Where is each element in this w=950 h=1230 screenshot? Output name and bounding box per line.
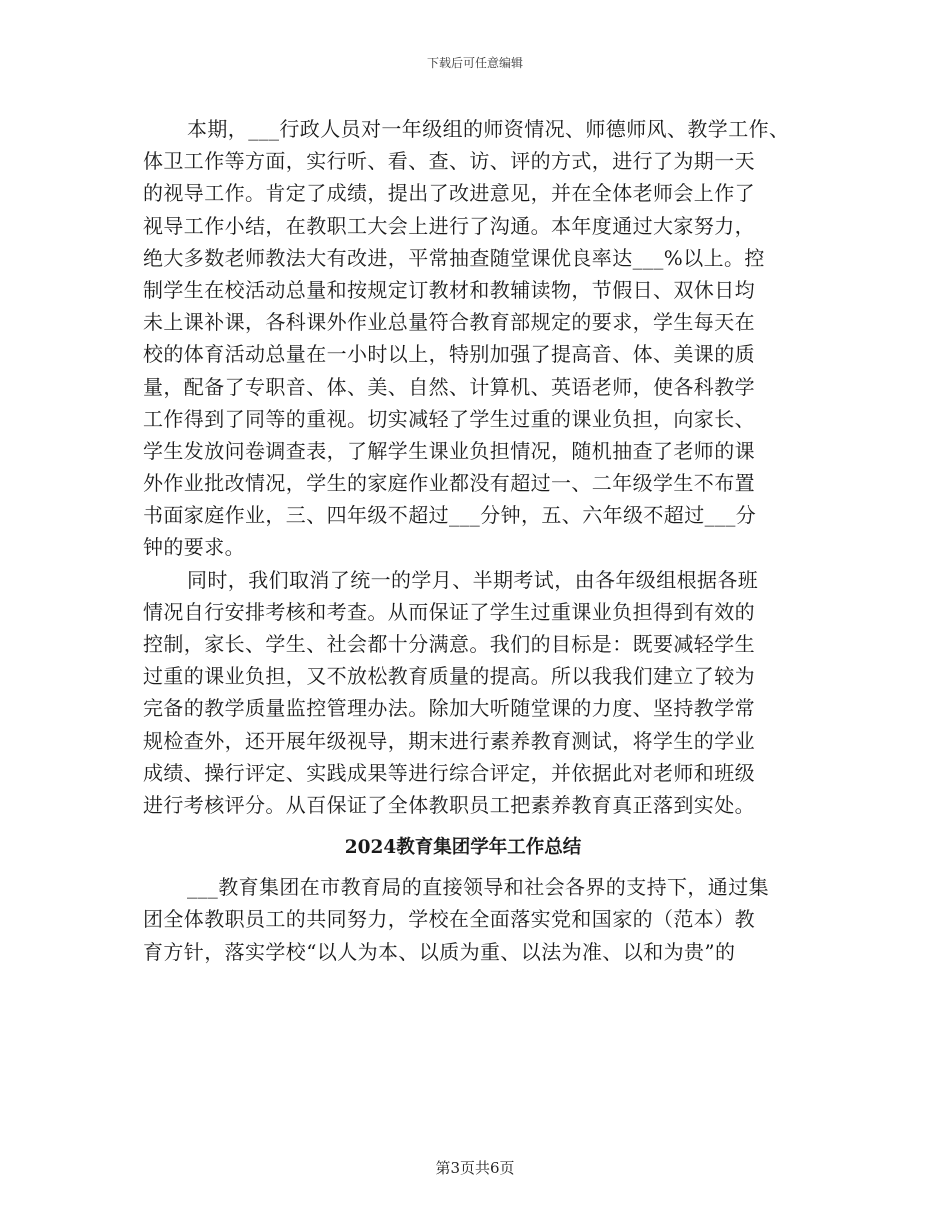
text-line: 制学生在校活动总量和按规定订教材和教辅读物，节假日、双休日均 bbox=[143, 277, 755, 302]
text-line: 规检查外，还开展年级视导，期末进行素养教育测试，将学生的学业 bbox=[143, 728, 755, 753]
text-line: 完备的教学质量监控管理办法。除加大听随堂课的力度、坚持教学常 bbox=[143, 696, 755, 721]
page-number-footer: 第3页共6页 bbox=[435, 1159, 515, 1177]
text-line: 成绩、操行评定、实践成果等进行综合评定，并依据此对老师和班级 bbox=[143, 760, 755, 785]
paragraph-3 bbox=[143, 871, 833, 968]
text-line: 工作得到了同等的重视。切实减轻了学生过重的课业负担，向家长、 bbox=[143, 406, 755, 431]
text-line: 的视导工作。肯定了成绩，提出了改进意见，并在全体老师会上作了 bbox=[143, 181, 755, 206]
text-line: 未上课补课，各科课外作业总量符合教育部规定的要求，学生每天在 bbox=[143, 310, 755, 335]
text-line: 团全体教职员工的共同努力，学校在全面落实党和国家的（范本）教 bbox=[143, 907, 755, 932]
text-line: ___教育集团在市教育局的直接领导和社会各界的支持下，通过集 bbox=[187, 875, 769, 900]
text-line: 绝大多数老师教法大有改进，平常抽查随堂课优良率达___%以上。控 bbox=[143, 245, 765, 270]
paragraph-1 bbox=[143, 113, 833, 564]
text-line: 情况自行安排考核和考查。从而保证了学生过重课业负担得到有效的 bbox=[143, 599, 755, 624]
document-body bbox=[143, 113, 833, 968]
text-line: 本期，___行政人员对一年级组的师资情况、师德师风、教学工作、 bbox=[187, 117, 790, 141]
text-line: 校的体育活动总量在一小时以上，特别加强了提高音、体、美课的质 bbox=[143, 342, 755, 367]
text-line: 量，配备了专职音、体、美、自然、计算机、英语老师，使各科教学 bbox=[143, 374, 755, 399]
text-line: 育方针，落实学校“以人为本、以质为重、以法为准、以和为贵”的 bbox=[143, 939, 736, 964]
header-note: 下载后可任意编辑 bbox=[426, 56, 523, 70]
text-line: 学生发放问卷调查表，了解学生课业负担情况，随机抽查了老师的课 bbox=[143, 438, 755, 463]
paragraph-2 bbox=[143, 564, 833, 822]
text-line: 视导工作小结，在教职工大会上进行了沟通。本年度通过大家努力， bbox=[143, 213, 755, 238]
text-line: 钟的要求。 bbox=[143, 535, 245, 560]
text-line: 书面家庭作业，三、四年级不超过___分钟，五、六年级不超过___分 bbox=[143, 503, 757, 528]
text-line: 控制，家长、学生、社会都十分满意。我们的目标是：既要减轻学生 bbox=[143, 632, 755, 656]
section-title: 2024教育集团学年工作总结 bbox=[344, 837, 582, 859]
text-line: 体卫工作等方面，实行听、看、查、访、评的方式，进行了为期一天 bbox=[143, 149, 755, 174]
text-line: 同时，我们取消了统一的学月、半期考试，由各年级组根据各班 bbox=[187, 567, 759, 592]
text-line: 外作业批改情况，学生的家庭作业都没有超过一、二年级学生不布置 bbox=[143, 471, 755, 496]
text-line: 过重的课业负担，又不放松教育质量的提高。所以我我们建立了较为 bbox=[143, 664, 755, 689]
text-line: 进行考核评分。从百保证了全体教职员工把素养教育真正落到实处。 bbox=[143, 792, 755, 817]
